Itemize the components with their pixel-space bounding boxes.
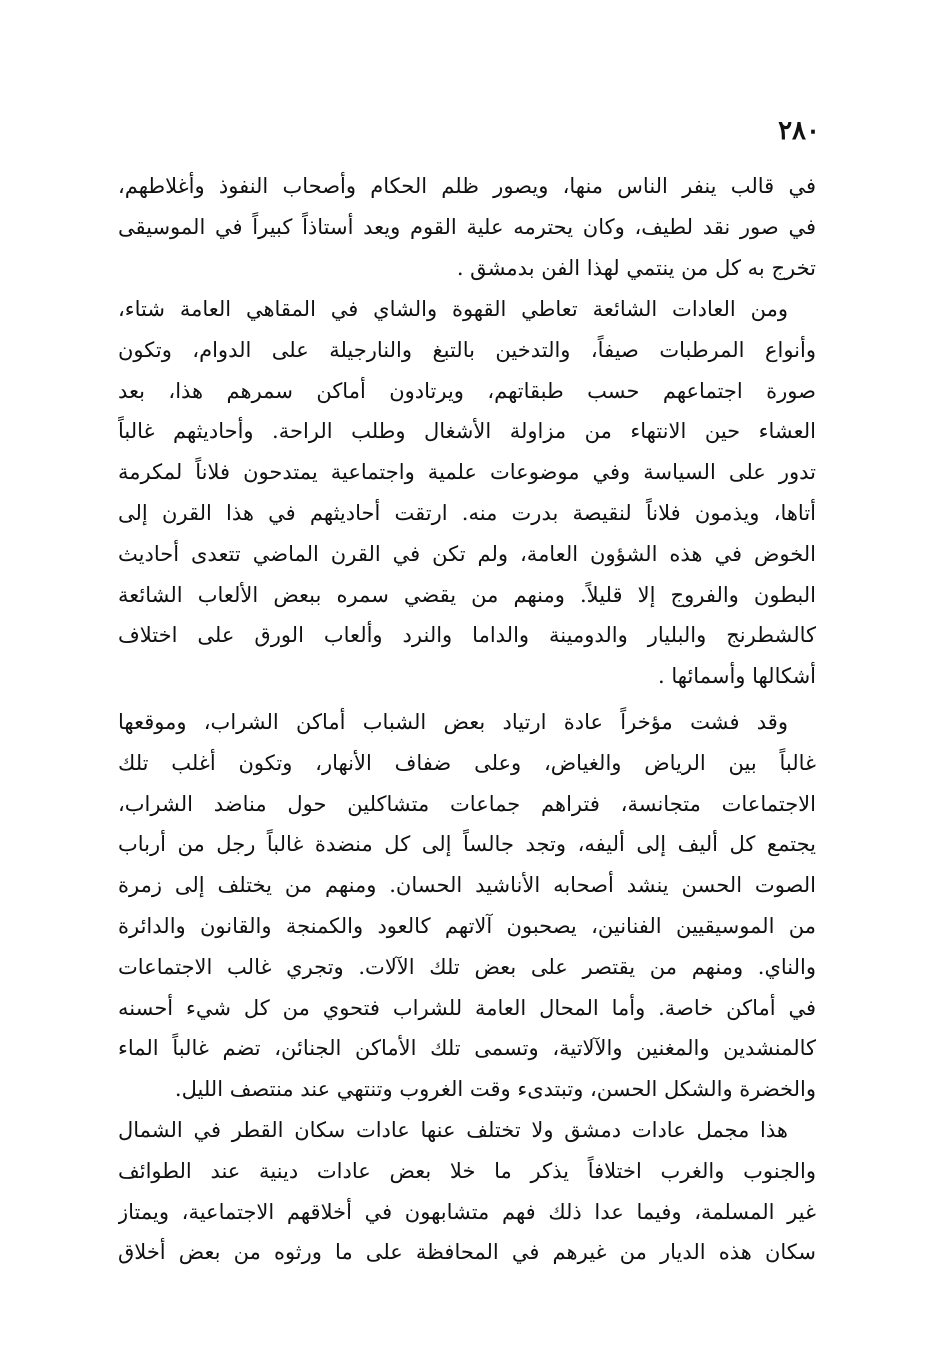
paragraph-line: الخوض في هذه الشؤون العامة، ولم تكن في القرن الماضي تتعدى أحاديث <box>118 541 816 566</box>
paragraph-line: أتاها، ويذمون فلاناً لنقيصة بدرت منه. ارتقت أحاديثهم في هذا القرن إلى <box>118 500 816 525</box>
paragraph-line: والناي. ومنهم من يقتصر على بعض تلك الآلات. وتجري غالب الاجتماعات <box>118 954 816 979</box>
paragraph-line: في قالب ينفر الناس منها، ويصور ظلم الحكام وأصحاب النفوذ وأغلاطهم، <box>118 174 816 198</box>
paragraph-3 <box>118 702 816 1110</box>
paragraph-line: أشكالها وأسمائها . <box>658 664 816 689</box>
paragraph-line: سكان هذه الديار من غيرهم في المحافظة على ما ورثوه من بعض أخلاق <box>118 1240 816 1265</box>
paragraph-line: ومن العادات الشائعة تعاطي القهوة والشاي في المقاهي العامة شتاء، <box>118 297 788 321</box>
paragraph-line: وأنواع المرطبات صيفاً، والتدخين بالتبغ والنارجيلة على الدوام، وتكون <box>118 337 816 362</box>
paragraph-line: البطون والفروج إلا قليلاً. ومنهم من يقضي سمره ببعض الألعاب الشائعة <box>118 582 816 607</box>
paragraph-line: هذا مجمل عادات دمشق ولا تختلف عنها عادات سكان القطر في الشمال <box>118 1118 788 1142</box>
paragraph-2 <box>118 289 816 697</box>
paragraph-line: صورة اجتماعهم حسب طبقاتهم، ويرتادون أماكن سمرهم هذا، بعد <box>118 378 816 403</box>
paragraph-line: في صور نقد لطيف، وكان يحترمه علية القوم ويعد أستاذاً كبيراً في الموسيقى <box>118 214 816 239</box>
paragraph-line: غير المسلمة، وفيما عدا ذلك فهم متشابهون في أخلاقهم الاجتماعية، ويمتاز <box>118 1199 816 1224</box>
paragraph-line: يجتمع كل أليف إلى أليفه، وتجد جالساً إلى كل منضدة غالباً رجل من أرباب <box>118 832 816 857</box>
paragraph-4 <box>118 1110 816 1273</box>
paragraph-line: وقد فشت مؤخراً عادة ارتياد بعض الشباب أماكن الشراب، وموقعها <box>118 710 788 734</box>
paragraph-line: تدور على السياسة وفي موضوعات علمية واجتماعية يمتدحون فلاناً لمكرمة <box>118 460 816 485</box>
paragraph-line: العشاء حين الانتهاء من مزاولة الأشغال وطلب الراحة. وأحاديثهم غالباً <box>118 419 816 444</box>
paragraph-line: والخضرة والشكل الحسن، وتبتدىء وقت الغروب وتنتهي عند منتصف الليل. <box>174 1077 816 1102</box>
paragraph-line: تخرج به كل من ينتمي لهذا الفن بدمشق . <box>456 255 816 280</box>
paragraph-line: الاجتماعات متجانسة، فتراهم جماعات متشاكلين حول مناضد الشراب، <box>118 791 816 816</box>
page-number: ٢٨٠ <box>778 116 820 146</box>
paragraph-line: كالشطرنج والبليار والدومينة والداما والنرد وألعاب الورق على اختلاف <box>118 623 816 648</box>
paragraph-line: كالمنشدين والمغنين والآلاتية، وتسمى تلك الأماكن الجنائن، تضم غالباً الماء <box>118 1036 816 1061</box>
paragraph-line: غالباً بين الرياض والغياض، وعلى ضفاف الأنهار، وتكون أغلب تلك <box>118 750 816 775</box>
paragraph-line: الصوت الحسن ينشد أصحابه الأناشيد الحسان. ومنهم من يختلف إلى زمرة <box>118 873 816 898</box>
paragraph-1 <box>118 166 816 288</box>
paragraph-line: في أماكن خاصة. وأما المحال العامة للشراب فتحوي من كل شيء أحسنه <box>118 995 816 1020</box>
paragraph-line: من الموسيقيين الفنانين، يصحبون آلاتهم كالعود والكمنجة والقانون والدائرة <box>118 913 816 938</box>
paragraph-line: والجنوب والغرب اختلافاً يذكر ما خلا بعض عادات دينية عند الطوائف <box>118 1158 816 1183</box>
